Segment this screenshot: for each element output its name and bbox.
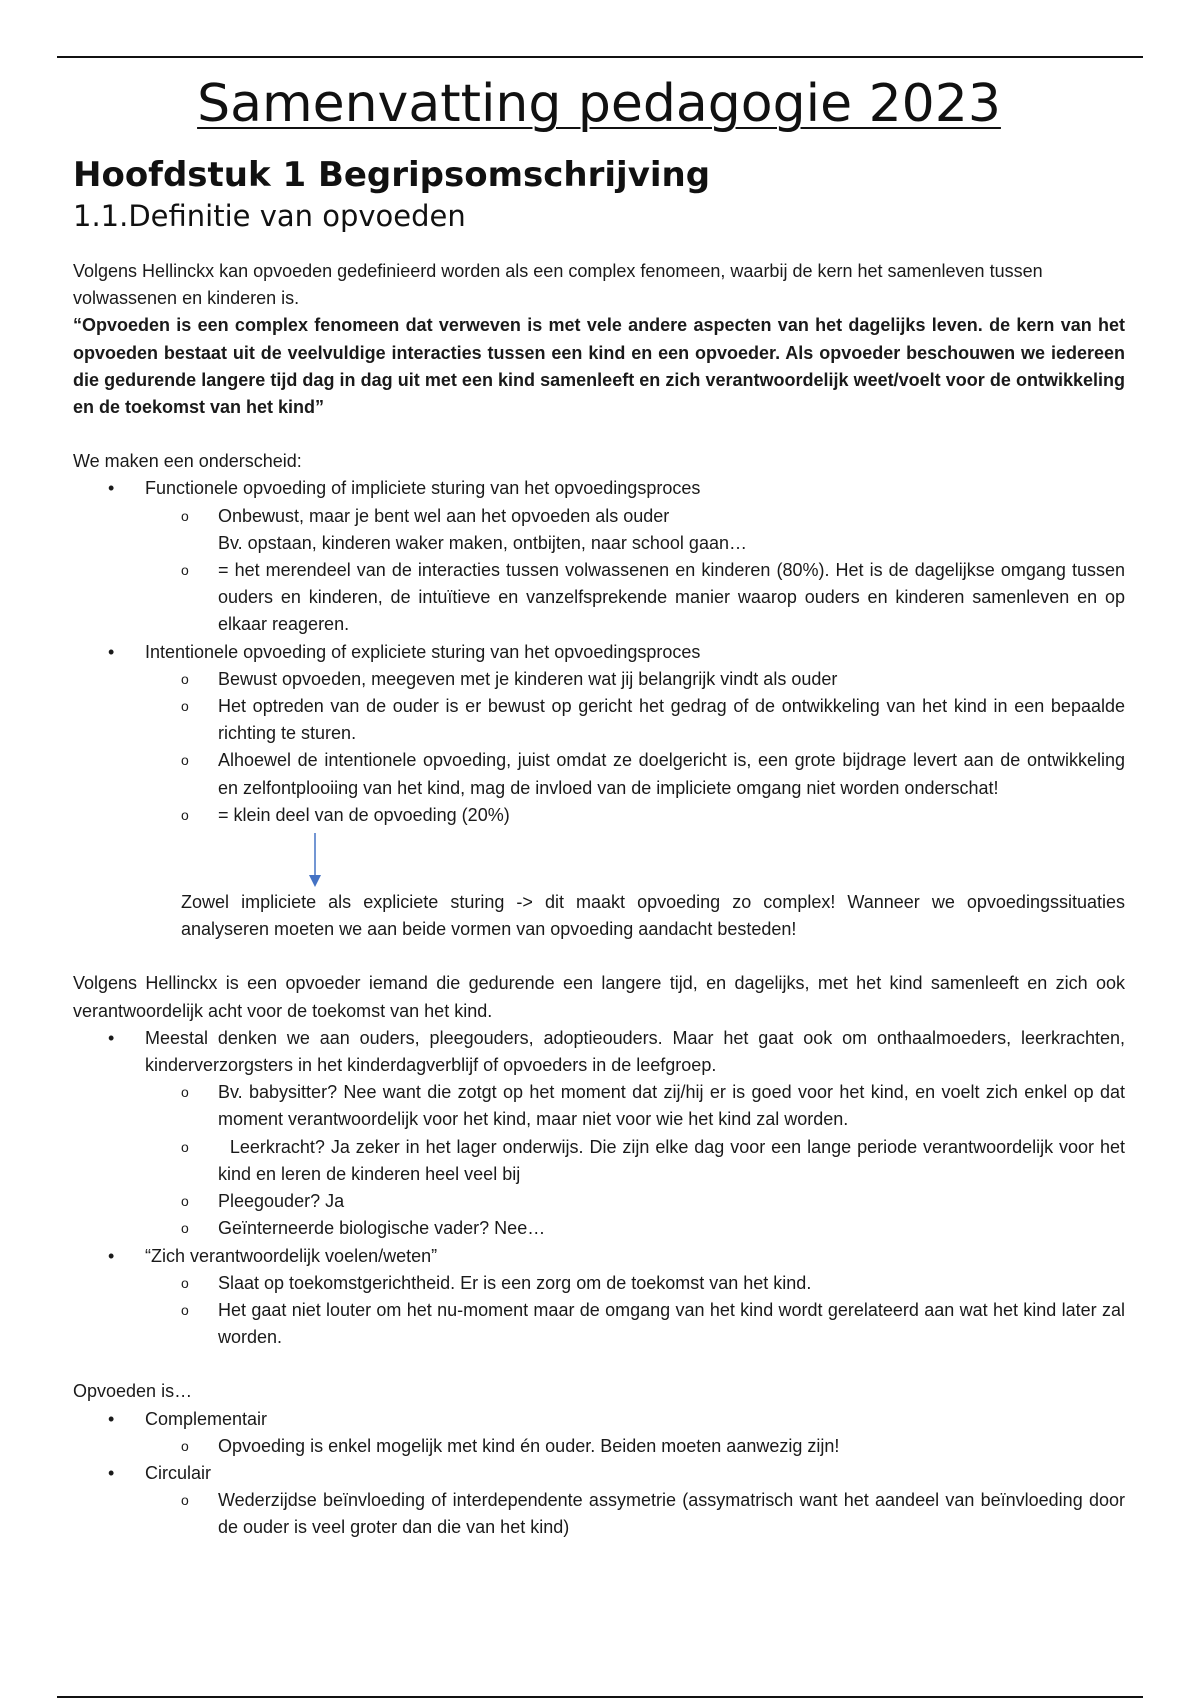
document-title: Samenvatting pedagogie 2023 [197, 74, 1001, 134]
onderscheid-lead: We maken een onderscheid: [73, 451, 302, 472]
circle-bullet-icon: o [181, 1492, 189, 1509]
list-item: o Wederzijdse beïnvloeding of interdependente assymetrie (assymatrisch want het aandeel van beïnvloeding door de ouder is veel groter dan die van het kind) [73, 1487, 1125, 1541]
bullet-icon: • [108, 1408, 115, 1429]
opvoeder-lead: Volgens Hellinckx is een opvoeder iemand die gedurende een langere tijd, en dagelijks, met het kind samenleeft en zich ook verantwoordelijk acht voor de toekomst van het kind. [73, 973, 1125, 1021]
list-item: o Onbewust, maar je bent wel aan het opvoeden als ouder Bv. opstaan, kinderen waker maken, ontbijten, naar school gaan… [73, 503, 1125, 557]
bullet-icon: • [108, 1462, 115, 1483]
circle-bullet-icon: o [181, 752, 189, 769]
list-item: o Geïnterneerde biologische vader? Nee… [73, 1215, 1125, 1242]
list-item: • “Zich verantwoordelijk voelen/weten” [73, 1243, 1125, 1270]
circle-bullet-icon: o [181, 507, 189, 524]
section-heading: 1.1.Definitie van opvoeden [73, 199, 466, 233]
circle-bullet-icon: o [181, 1274, 189, 1291]
circle-bullet-icon: o [181, 670, 189, 687]
onderscheid-list [73, 475, 1125, 829]
document-body [73, 68, 1125, 1542]
circle-bullet-icon: o [181, 1138, 189, 1155]
circle-bullet-icon: o [181, 562, 189, 579]
list-item: • Complementair [73, 1406, 1125, 1433]
list-item: o Pleegouder? Ja [73, 1188, 1125, 1215]
list-item: o Leerkracht? Ja zeker in het lager onderwijs. Die zijn elke dag voor een lange periode verantwoordelijk voor het kind en leren de kinderen heel veel bij [73, 1134, 1125, 1188]
list-item: o Het gaat niet louter om het nu-moment maar de omgang van het kind wordt gerelateerd aan wat het kind later zal worden. [73, 1297, 1125, 1351]
list-item: o Bewust opvoeden, meegeven met je kinderen wat jij belangrijk vindt als ouder [73, 666, 1125, 693]
bullet-icon: • [108, 1245, 115, 1266]
list-item: o Het optreden van de ouder is er bewust op gericht het gedrag of de ontwikkeling van het kind in een bepaalde richting te sturen. [73, 693, 1125, 747]
list-item: o Bv. babysitter? Nee want die zotgt op het moment dat zij/hij er is goed voor het kind, en voelt zich enkel op dat moment verantwoordelijk voor het kind, maar niet voor wie het kind zal worden. [73, 1079, 1125, 1133]
list-item: o = klein deel van de opvoeding (20%) [73, 802, 1125, 829]
footer-rule [57, 1696, 1143, 1698]
list-item: o Alhoewel de intentionele opvoeding, juist omdat ze doelgericht is, een grote bijdrage levert aan de ontwikkeling en zelfontplooiing van het kind, mag de invloed van de impliciete omgang niet worden onderschat! [73, 747, 1125, 801]
circle-bullet-icon: o [181, 1193, 189, 1210]
definition-quote: “Opvoeden is een complex fenomeen dat verweven is met vele andere aspecten van het dagelijks leven. de kern van het opvoeden bestaat uit de veelvuldige interacties tussen een kind en een opvoeder. Als opvoeder beschouwen we iedereen die gedurende langere tijd dag in dag uit met een kind samenleeft en zich verantwoordelijk weet/voelt voor de ontwikkeling en de toekomst van het kind” [73, 315, 1125, 418]
list-item: o = het merendeel van de interacties tussen volwassenen en kinderen (80%). Het is de dagelijkse omgang tussen ouders en kinderen, de intuïtieve en vanzelfsprekende manier waarop ouders en kinderen samenleven en op elkaar reageren. [73, 557, 1125, 639]
list-item: o Slaat op toekomstgerichtheid. Er is een zorg om de toekomst van het kind. [73, 1270, 1125, 1297]
bullet-icon: • [108, 1027, 115, 1048]
circle-bullet-icon: o [181, 1437, 189, 1454]
circle-bullet-icon: o [181, 806, 189, 823]
circle-bullet-icon: o [181, 1301, 189, 1318]
bullet-icon: • [108, 641, 115, 662]
list-item: o Opvoeding is enkel mogelijk met kind én ouder. Beiden moeten aanwezig zijn! [73, 1433, 1125, 1460]
intro-paragraph: Volgens Hellinckx kan opvoeden gedefinieerd worden als een complex fenomeen, waarbij de kern het samenleven tussen volwassenen en kinderen is. [73, 261, 1043, 309]
circle-bullet-icon: o [181, 1084, 189, 1101]
opvoeder-list [73, 1025, 1125, 1351]
list-item: • Intentionele opvoeding of expliciete sturing van het opvoedingsproces [73, 639, 1125, 666]
opvoeden-is-lead: Opvoeden is… [73, 1381, 193, 1402]
conclusion-paragraph: Zowel impliciete als expliciete sturing -> dit maakt opvoeding zo complex! Wanneer we opvoedingssituaties analyseren moeten we aan beide vormen van opvoeding aandacht besteden! [181, 892, 1125, 940]
list-item: • Meestal denken we aan ouders, pleegouders, adoptieouders. Maar het gaat ook om onthaalmoeders, leerkrachten, kinderverzorgsters in het kinderdagverblijf of opvoeders in de leefgroep. [73, 1025, 1125, 1079]
down-arrow-icon [73, 829, 1125, 889]
chapter-heading: Hoofdstuk 1 Begripsomschrijving [73, 155, 711, 195]
list-item: • Functionele opvoeding of impliciete sturing van het opvoedingsproces [73, 475, 1125, 502]
list-item: • Circulair [73, 1460, 1125, 1487]
circle-bullet-icon: o [181, 698, 189, 715]
header-rule [57, 56, 1143, 58]
bullet-icon: • [108, 478, 115, 499]
circle-bullet-icon: o [181, 1220, 189, 1237]
opvoeden-is-list [73, 1406, 1125, 1542]
